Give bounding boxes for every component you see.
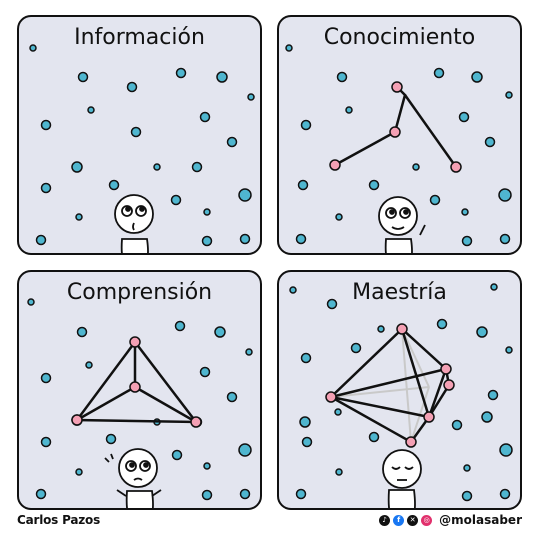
panel-title: Maestría xyxy=(352,280,447,305)
social-links xyxy=(379,513,522,527)
social-handle[interactable]: @molasaber xyxy=(439,513,522,527)
panel-maestria xyxy=(277,270,522,510)
character-icon xyxy=(379,197,425,255)
instagram-icon[interactable]: ◎ xyxy=(421,515,432,526)
panel-title: Información xyxy=(74,25,205,50)
character-icon xyxy=(383,450,421,510)
comprehension-dots xyxy=(19,272,262,510)
panel-title: Conocimiento xyxy=(323,25,476,50)
tiktok-icon[interactable]: ♪ xyxy=(379,515,390,526)
character-icon xyxy=(115,195,153,255)
information-dots xyxy=(19,17,262,255)
facebook-icon[interactable]: f xyxy=(393,515,404,526)
panel-title: Comprensión xyxy=(66,280,213,305)
panel-informacion xyxy=(17,15,262,255)
mastery-dots xyxy=(279,272,522,510)
panel-comprension xyxy=(17,270,262,510)
character-icon xyxy=(105,449,161,510)
x-icon[interactable]: ✕ xyxy=(407,515,418,526)
knowledge-dots xyxy=(279,17,522,255)
panel-conocimiento xyxy=(277,15,522,255)
mastery-polyhedron xyxy=(331,329,449,442)
author-credit: Carlos Pazos xyxy=(17,513,101,527)
